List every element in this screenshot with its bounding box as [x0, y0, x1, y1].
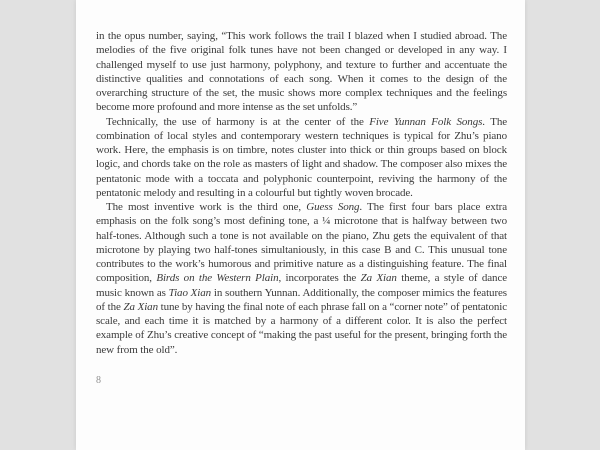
text-run: theme, a style of dance music known as	[96, 272, 508, 299]
text-run: . The first four bars place extra emphasis on the folk song’s most defining tone, a ¼ microtone that is halfway between two half-tones. Although such a tone is not available on the piano, Zhu gets the equivalent of that microtone by playing two half-tones simultaniously, in this case B and C. This unusual tone contributes to the work’s humorous and primitive nature as a distinguishing feature. The final composition,	[96, 201, 507, 285]
text-run: tune by having the final note of each phrase fall on a “corner note” of pentatonic scale, and each time it is matched by a harmony of a different color. It is also the perfect example of Zhu’s creative concept of “making the past useful for the present, bringing forth the new from the old”.	[96, 300, 507, 356]
italic-text-run: Five Yunnan Folk Songs	[369, 115, 483, 128]
document-page	[76, 0, 525, 450]
italic-text-run: Birds on the Western Plain	[156, 272, 279, 285]
paragraph	[96, 200, 507, 357]
text-run: in southern Yunnan. Additionally, the composer mimics the features of the	[96, 286, 507, 313]
text-run: in the opus number, saying, “This work follows the trail I blazed when I studied abroad. The melodies of the five original folk tunes have not been changed or developed in any way. I challenged myself to use just harmony, polyphony, and texture to further and accentuate the distinctive qualities and connotations of each song. When it comes to the design of the overarching structure of the set, the music shows more complex techniques and the feelings become more profound and more intense as the set unfolds.”	[96, 30, 507, 114]
page-number: 8	[96, 374, 101, 386]
paragraph	[96, 29, 507, 115]
italic-text-run: Guess Song	[306, 201, 360, 213]
page-text	[96, 29, 507, 388]
italic-text-run: Za Xian	[360, 272, 397, 285]
paragraph	[96, 115, 507, 201]
italic-text-run: Za Xian	[123, 300, 158, 313]
text-run: . The combination of local styles and contemporary western techniques is typical for Zhu’s piano work. Here, the emphasis is on timbre, notes cluster into thick or thin groups based on block logic, and chords take on the role as masters of light and shadow. The composer also mixes the pentatonic mode with a toccata and polyphonic counterpoint, reviving the harmony of the pentatonic melody and resulting in a colourful but tightly woven brocade.	[96, 115, 508, 199]
italic-text-run: Tiao Xian	[168, 286, 212, 299]
text-run: The most inventive work is the third one,	[106, 201, 307, 213]
text-run: , incorporates the	[278, 272, 361, 285]
text-run: Technically, the use of harmony is at the center of the	[106, 115, 370, 128]
